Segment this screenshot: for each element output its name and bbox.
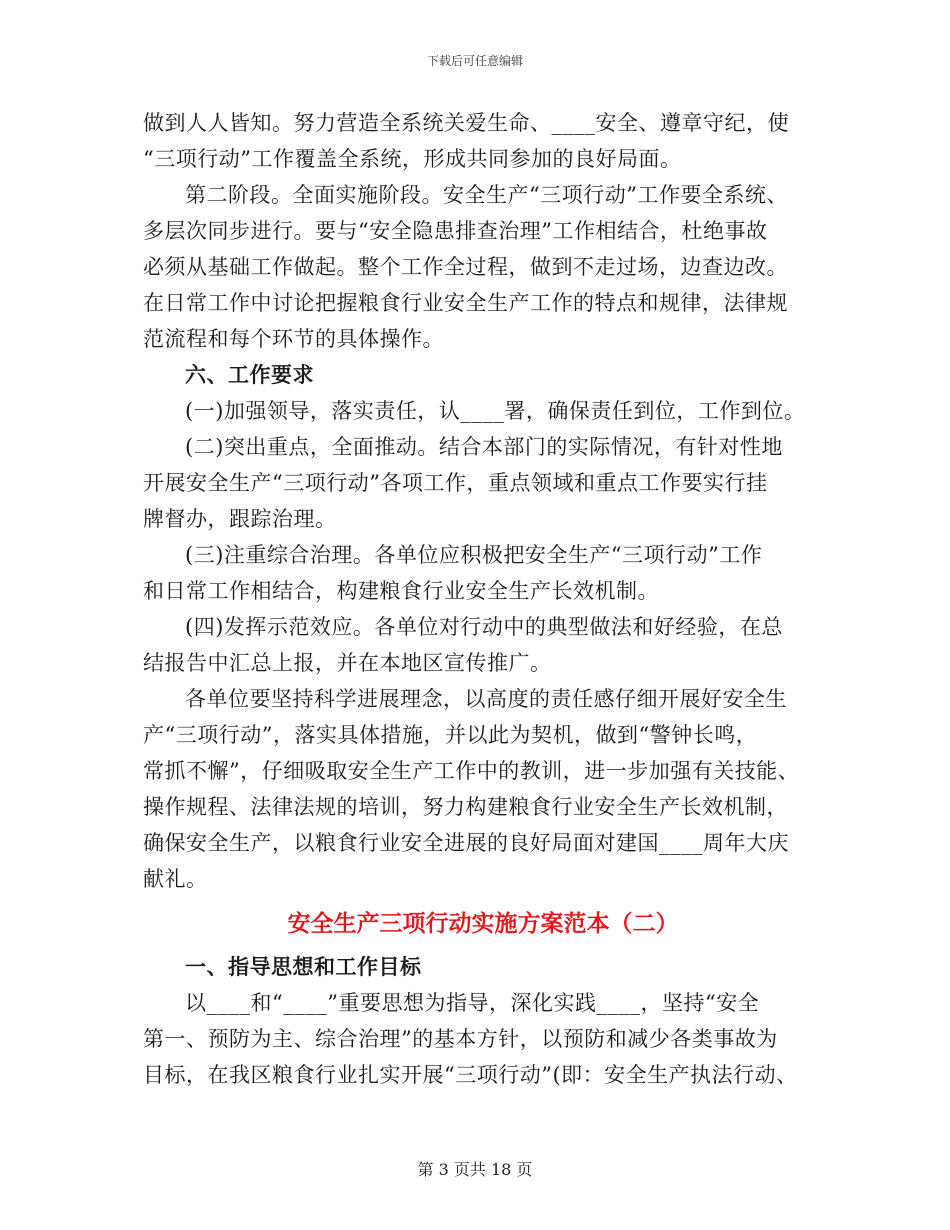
paragraph-block-before (143, 105, 823, 897)
text-line: 产“三项行动”，落实具体措施，并以此为契机，做到“警钟长鸣， (143, 723, 758, 747)
section-title: 安全生产三项行动实施方案范本（二） (287, 910, 679, 937)
text-line: 结报告中汇总上报，并在本地区宣传推广。 (143, 651, 552, 675)
text-line: 牌督办，跟踪治理。 (143, 507, 337, 531)
text-line: 确保安全生产，以粮食行业安全进展的良好局面对建国____周年大庆 (143, 831, 789, 855)
text-line: 常抓不懈”，仔细吸取安全生产工作中的教训，进一步加强有关技能、 (143, 759, 800, 783)
text-line: 各单位要坚持科学进展理念，以高度的责任感仔细开展好安全生 (185, 687, 787, 711)
text-line: 第一、预防为主、综合治理”的基本方针，以预防和减少各类事故为 (143, 1027, 778, 1051)
text-line: (四)发挥示范效应。各单位对行动中的典型做法和好经验，在总 (185, 615, 783, 639)
text-line: 必须从基础工作做起。整个工作全过程，做到不走过场，边查边改。 (143, 255, 788, 279)
text-line: (二)突出重点，全面推动。结合本部门的实际情况，有针对性地 (185, 435, 783, 459)
text-line: (三)注重综合治理。各单位应积极把安全生产“三项行动”工作 (185, 543, 763, 567)
text-line: 目标，在我区粮食行业扎实开展“三项行动”(即：安全生产执法行动、 (143, 1063, 798, 1087)
page-number: 第 3 页共 18 页 (417, 1160, 533, 1179)
text-line: 做到人人皆知。努力营造全系统关爱生命、____安全、遵章守纪，使 (143, 111, 789, 135)
text-line: 多层次同步进行。要与“安全隐患排查治理”工作相结合，杜绝事故 (143, 219, 768, 243)
text-line: 以____和“____”重要思想为指导，深化实践____，坚持“安全 (185, 991, 760, 1015)
paragraph-block-after (143, 949, 823, 1093)
text-line: (一)加强领导，落实责任，认____署，确保责任到位，工作到位。 (185, 399, 806, 423)
text-line: 操作规程、法律法规的培训，努力构建粮食行业安全生产长效机制， (143, 795, 788, 819)
section-heading: 六、工作要求 (185, 362, 314, 387)
page-header-note: 下载后可任意编辑 (426, 54, 523, 68)
text-line: “三项行动”工作覆盖全系统，形成共同参加的良好局面。 (143, 147, 682, 171)
text-line: 开展安全生产“三项行动”各项工作，重点领域和重点工作要实行挂 (143, 471, 768, 495)
text-line: 第二阶段。全面实施阶段。安全生产“三项行动”工作要全系统、 (185, 183, 788, 207)
text-line: 和日常工作相结合，构建粮食行业安全生产长效机制。 (143, 579, 659, 603)
section-heading: 一、指导思想和工作目标 (185, 954, 422, 979)
text-line: 献礼。 (143, 867, 208, 891)
text-line: 范流程和每个环节的具体操作。 (143, 327, 444, 351)
document-body (143, 105, 823, 1093)
text-line: 在日常工作中讨论把握粮食行业安全生产工作的特点和规律，法律规 (143, 291, 788, 315)
